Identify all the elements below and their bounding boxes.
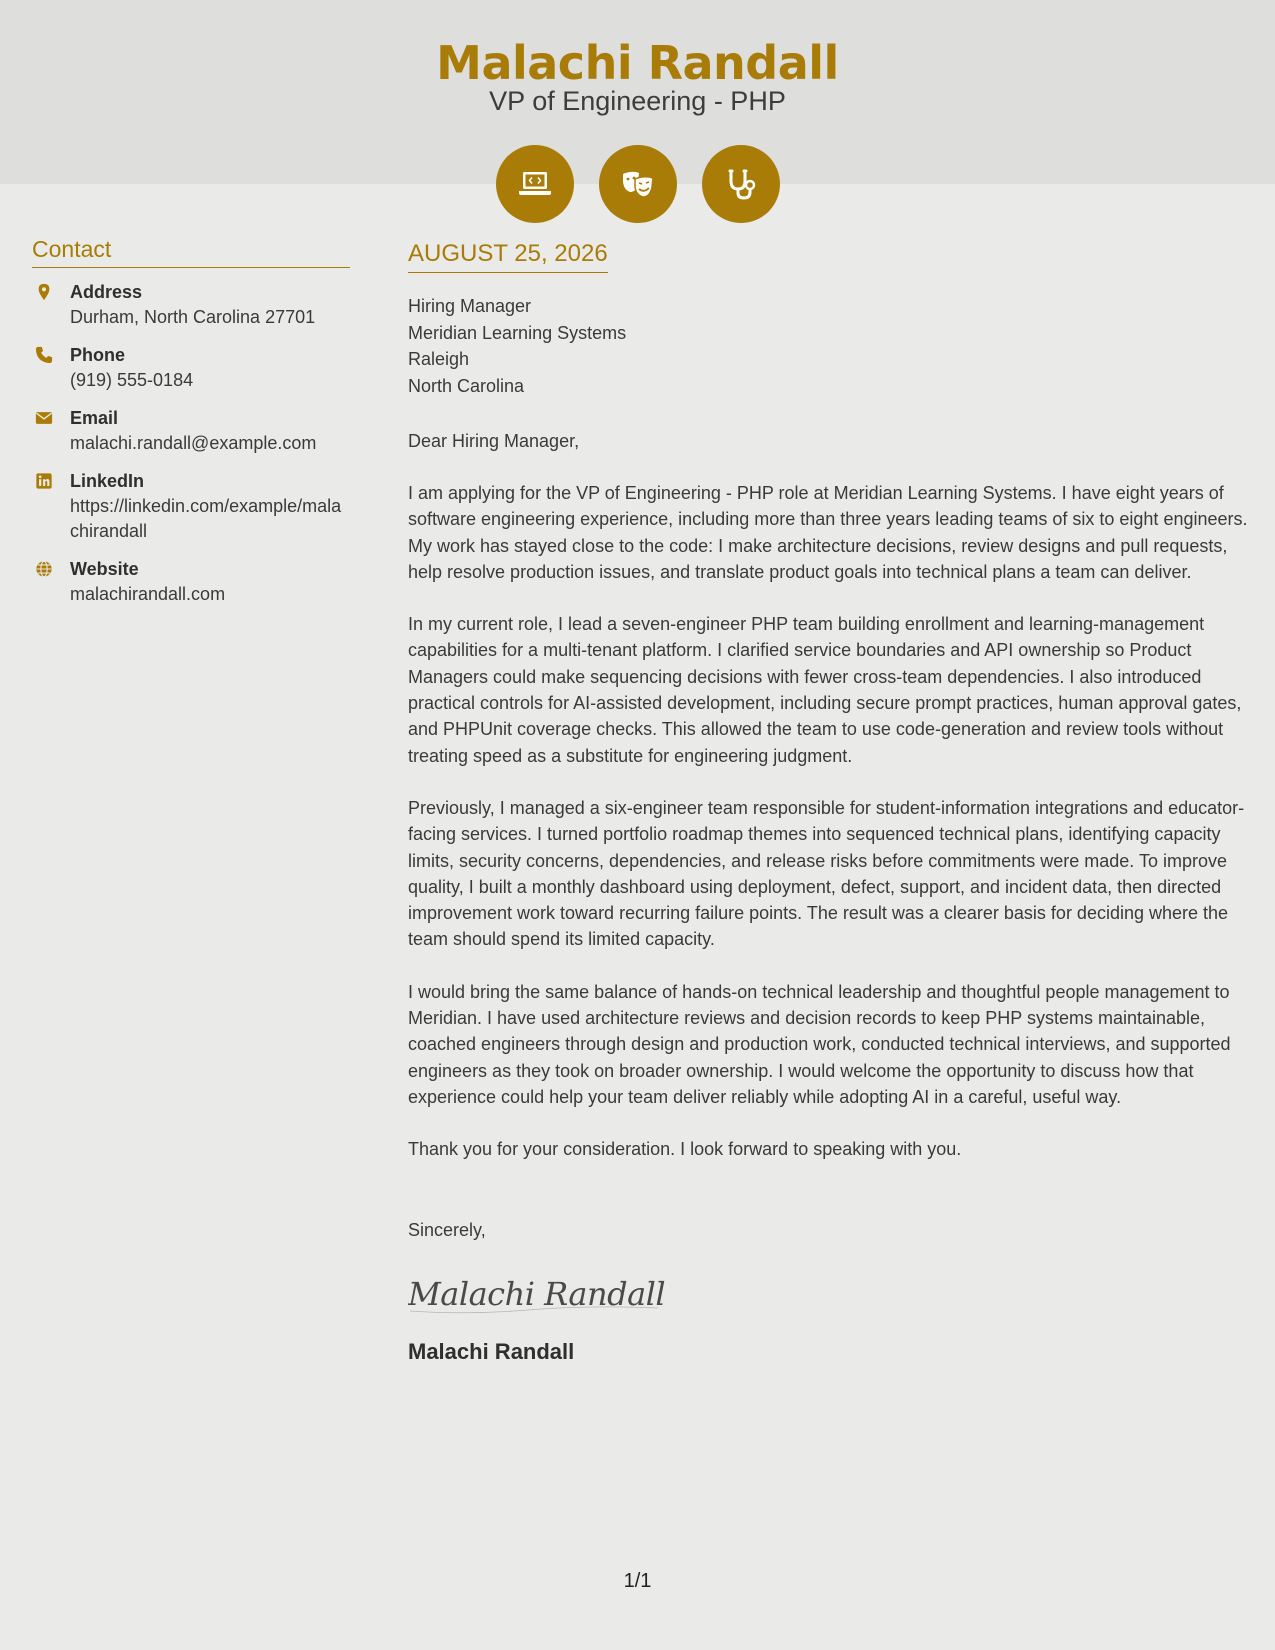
recipient-line: Raleigh: [408, 349, 470, 369]
email-value[interactable]: malachi.randall@example.com: [70, 433, 317, 453]
contact-sidebar: [32, 236, 350, 620]
letter-date: AUGUST 25, 2026: [408, 240, 608, 273]
page-number: 1/1: [623, 1570, 652, 1592]
letter-paragraph: Previously, I managed a six-engineer team responsible for student-information integrations and educator-facing services. I turned portfolio roadmap themes into sequenced technical plans, identifying capacity limits, security concerns, dependencies, and release risks before commitments were made. To improve quality, I built a monthly dashboard using deployment, defect, support, and incident data, then directed improvement work toward recurring failure points. The result was a clearer basis for deciding where the team should spend its limited capacity.: [408, 797, 1245, 950]
salutation: Dear Hiring Manager,: [408, 431, 580, 451]
letter-paragraph: I would bring the same balance of hands-on technical leadership and thoughtful people management to Meridian. I have used architecture reviews and decision records to keep PHP systems maintainable, coached engineers through design and production work, conducted technical interviews, and supported engineers as they took on broader ownership. I would welcome the opportunity to discuss how that experience could help your team deliver reliably while adopting AI in a careful, useful way.: [408, 981, 1231, 1107]
address-value: Durham, North Carolina 27701: [70, 307, 316, 327]
laptop-code-icon: [496, 145, 574, 223]
interest-icons: [0, 145, 1275, 223]
contact-label: Website: [70, 559, 139, 579]
contact-email: [32, 406, 350, 456]
contact-address: [32, 280, 350, 330]
contact-linkedin: [32, 469, 350, 544]
location-pin-icon: [32, 280, 70, 330]
contact-phone: [32, 343, 350, 393]
letter-body: [408, 240, 1253, 1365]
letter-paragraph: In my current role, I lead a seven-engineer PHP team building enrollment and learning-management capabilities for a multi-tenant platform. I clarified service boundaries and API ownership so Product Managers could make sequencing decisions with fewer cross-team dependencies. I also introduced practical controls for AI-assisted development, including secure prompt practices, human approval gates, and PHPUnit coverage checks. This allowed the team to use code-generation and review tools without treating speed as a substitute for engineering judgment.: [408, 614, 1242, 766]
contact-website: [32, 557, 350, 607]
website-value[interactable]: malachirandall.com: [70, 584, 226, 604]
linkedin-value[interactable]: https://linkedin.com/example/malachirandall: [70, 496, 342, 541]
theater-masks-icon: [599, 145, 677, 223]
globe-icon: [32, 557, 70, 607]
contact-label: LinkedIn: [70, 471, 145, 491]
signer-name: Malachi Randall: [408, 1338, 575, 1364]
job-title: VP of Engineering - PHP: [489, 86, 786, 116]
letter-paragraph: I am applying for the VP of Engineering - PHP role at Meridian Learning Systems. I have eight years of software engineering experience, including more than three years leading teams of six to eight engineers. My work has stayed close to the code: I make architecture decisions, review designs and pull requests, help resolve production issues, and translate product goals into technical plans a team can deliver.: [408, 483, 1248, 582]
contact-heading: Contact: [32, 236, 350, 268]
contact-label: Phone: [70, 345, 126, 365]
contact-label: Email: [70, 408, 119, 428]
stethoscope-icon: [702, 145, 780, 223]
linkedin-icon: [32, 469, 70, 544]
envelope-icon: [32, 406, 70, 456]
recipient-line: North Carolina: [408, 375, 525, 396]
handwritten-signature: [408, 1267, 1253, 1327]
applicant-name: Malachi Randall: [436, 36, 839, 90]
phone-value: (919) 555-0184: [70, 370, 194, 390]
letter-paragraph: Thank you for your consideration. I look forward to speaking with you.: [408, 1139, 962, 1160]
phone-icon: [32, 343, 70, 393]
recipient-block: [408, 293, 1253, 399]
recipient-line: Meridian Learning Systems: [408, 322, 627, 343]
contact-label: Address: [70, 282, 143, 302]
recipient-line: Hiring Manager: [408, 296, 532, 316]
svg-text:Malachi Randall: Malachi Randall: [408, 1274, 666, 1313]
closing: Sincerely,: [408, 1219, 486, 1240]
